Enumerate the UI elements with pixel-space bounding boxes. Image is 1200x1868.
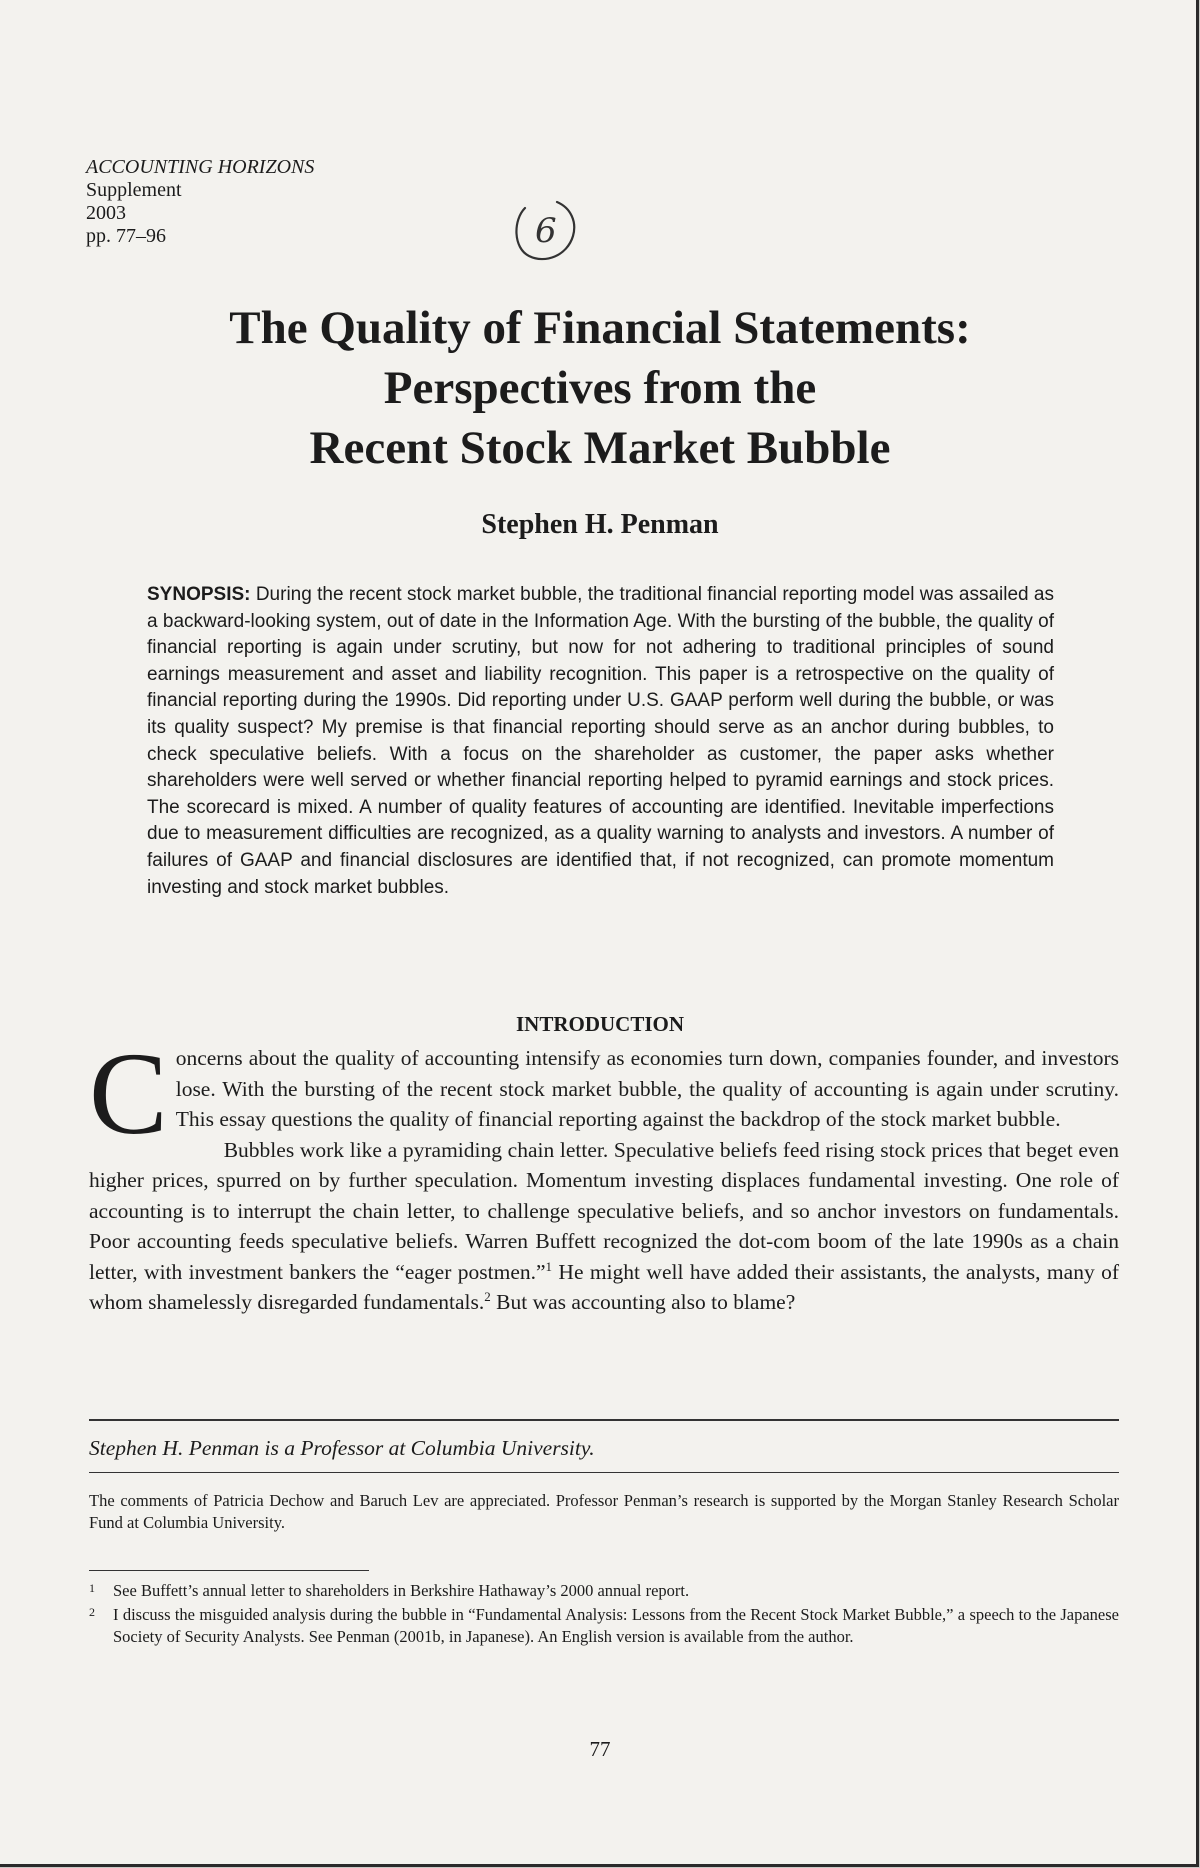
footnotes <box>89 1580 1119 1650</box>
footnote-ref-2: 2 <box>484 1288 491 1304</box>
handwritten-circled-number <box>505 190 585 270</box>
journal-issue: Supplement <box>86 179 182 201</box>
paragraph-1 <box>89 1028 1119 1159</box>
footnote-2-text: I discuss the misguided analysis during the bubble in “Fundamental Analysis: Lessons from the Recent Stock Market Bubble,” a speech to the Japanese Society of Security Analysts. See Penman (2001b, in Japanese). An English version is available from the author. <box>113 1605 1119 1646</box>
footnote-separator <box>89 1570 369 1571</box>
paragraph-2-text-c: But was accounting also to blame? <box>490 1290 796 1314</box>
paragraph-2 <box>89 1135 1119 1318</box>
acknowledgment: The comments of Patricia Dechow and Baruch Lev are appreciated. Professor Penman’s research is supported by the Morgan Stanley Research Scholar Fund at Columbia University. <box>89 1491 1119 1532</box>
affiliation-rule-top <box>89 1419 1119 1421</box>
synopsis-text: During the recent stock market bubble, the traditional financial reporting model was assailed as a backward-looking system, out of date in the Information Age. With the bursting of the bubble, the quality of financial reporting is again under scrutiny, but now for not adhering to traditional principles of sound earnings measurement and asset and liability recognition. This paper is a retrospective on the quality of financial reporting during the 1990s. Did reporting under U.S. GAAP perform well during the bubble, or was its quality suspect? My premise is that financial reporting should serve as an anchor during bubbles, to check speculative beliefs. With a focus on the shareholder as customer, the paper asks whether shareholders were well served or whether financial reporting helped to pyramid earnings and stock prices. The scorecard is mixed. A number of quality features of accounting are identified. Inevitable imperfections due to measurement difficulties are recognized, as a quality warning to analysts and investors. A number of failures of GAAP and financial disclosures are identified that, if not recognized, can promote momentum investing and stock market bubbles. <box>147 584 1054 898</box>
footnote-1 <box>89 1580 1119 1602</box>
footnote-2 <box>89 1604 1119 1648</box>
footnote-ref-1: 1 <box>545 1258 553 1274</box>
affiliation-rule-bottom <box>89 1472 1119 1473</box>
synopsis-label: SYNOPSIS: <box>147 584 251 605</box>
paragraph-1-text: oncerns about the quality of accounting intensify as economies turn down, companies founder, and investors lose. With the bursting of the recent stock market bubble, the quality of accounting is again under scrutiny. This essay questions the quality of financial reporting against the backdrop of the stock market bubble. <box>175 1046 1119 1131</box>
title-line-3: Recent Stock Market Bubble <box>309 422 891 474</box>
handnote-text: 6 <box>535 211 557 251</box>
introduction-heading: INTRODUCTION <box>515 1012 685 1036</box>
paper-title <box>0 298 1199 478</box>
journal-pages: pp. 77–96 <box>86 225 166 247</box>
drop-cap: C <box>89 1028 168 1159</box>
author-affiliation: Stephen H. Penman is a Professor at Columbia University. <box>89 1436 595 1460</box>
footnote-1-number: 1 <box>89 1581 95 1595</box>
journal-year: 2003 <box>86 202 126 224</box>
page-number: 77 <box>589 1737 611 1761</box>
body-text <box>89 1028 1119 1318</box>
journal-info <box>86 156 314 248</box>
footnote-2-number: 2 <box>89 1605 95 1619</box>
footnote-1-text: See Buffett’s annual letter to shareholders in Berkshire Hathaway’s 2000 annual report. <box>113 1581 690 1600</box>
journal-name: ACCOUNTING HORIZONS <box>86 156 315 178</box>
paragraph-2-text-a: Bubbles work like a pyramiding chain letter. Speculative beliefs feed rising stock prices that beget even higher prices, spurred on by further speculation. Momentum investing displaces fundamental investing. One role of accounting is to interrupt the chain letter, to challenge speculative beliefs, and so anchor investors on fundamentals. Poor accounting feeds speculative beliefs. Warren Buffett recognized the dot-com boom of the late 1990s as a chain letter, with investment bankers the “eager postmen.” <box>89 1137 1119 1284</box>
paragraph-2-text-b: He might well have added their assistants, the analysts, many of whom shamelessly disregarded fundamentals. <box>89 1259 1119 1314</box>
synopsis <box>147 582 1054 901</box>
title-line-1: The Quality of Financial Statements: <box>229 302 971 354</box>
author-name: Stephen H. Penman <box>481 509 719 540</box>
title-line-2: Perspectives from the <box>383 362 817 414</box>
